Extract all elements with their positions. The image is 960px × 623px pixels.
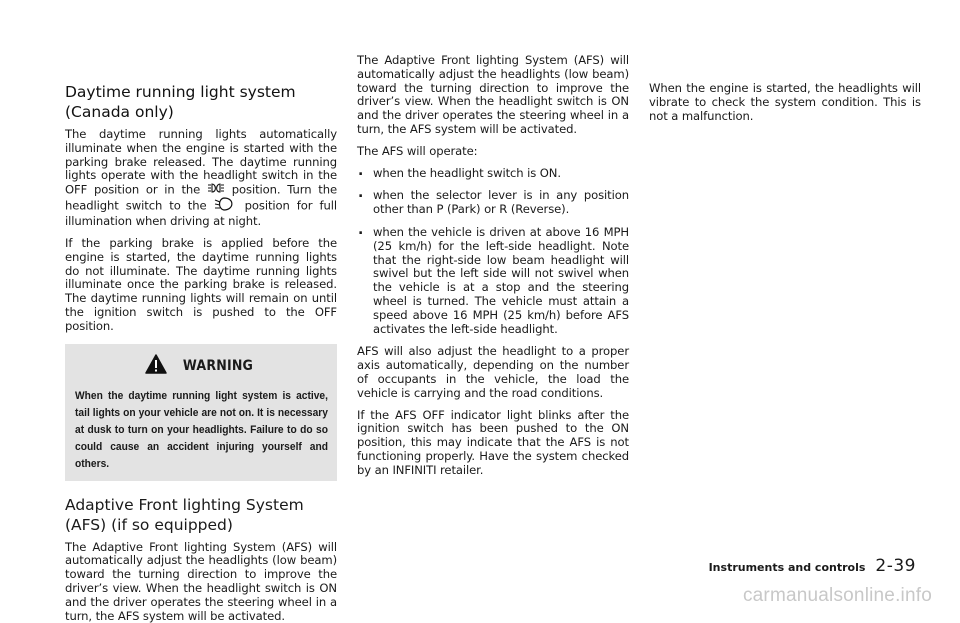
page-footer: [709, 556, 916, 576]
daytime-para-1-c: position for full illumination when driving at night.: [65, 198, 337, 229]
daytime-para-1: [65, 128, 337, 229]
afs-para-2: The AFS will operate:: [357, 143, 478, 158]
afs-para-1-text: The Adaptive Front lighting System (AFS) will automatically adjust the headlights (low beam) toward the turning direction to improve the driver’s view. When the headlight switch is ON and the driver operates the steering wheel in a turn, the AFS system will be activated.: [65, 539, 337, 623]
afs-para-1-start: [65, 539, 337, 623]
afs-para-5: When the engine is started, the headlights will vibrate to check the system condition. This is not a malfunction.: [649, 81, 921, 123]
warning-triangle-icon: [145, 354, 167, 378]
afs-para-1-cont-text: The Adaptive Front lighting System (AFS) will automatically adjust the headlights (low beam) toward the turning direction to improve the driver’s view. When the headlight switch is ON and the driver operates the steering wheel in a turn, the AFS system will be activated.: [357, 53, 629, 136]
afs-bullet-1: . when the headlight switch is ON.: [357, 167, 629, 181]
daytime-para-2: If the parking brake is applied before the engine is started, the daytime running lights do not illuminate. The daytime running lights illuminate once the parking brake is released. The daytime running lights will remain on until the ignition switch is pushed to the OFF position.: [65, 235, 337, 333]
column-2: [357, 53, 629, 486]
afs-bullet-2: . when the selector lever is in any position other than P (Park) or R (Reverse).: [357, 189, 629, 217]
daytime-para-1-b: position. Turn the headlight switch to the: [65, 182, 337, 213]
afs-bullet-list: [357, 167, 629, 337]
afs-para-3: AFS will also adjust the headlight to a proper axis automatically, depending on the number of occupants in the vehicle, the load the vehicle is carrying and the road conditions.: [357, 344, 629, 400]
daytime-para-1-a: The daytime running lights automatically illuminate when the engine is started with the parking brake released. The daytime running lights operate with the headlight switch in the OFF position or in the: [65, 127, 337, 197]
afs-para-1-continued: [357, 54, 629, 137]
warning-header: [75, 354, 327, 378]
page-number: 2-39: [875, 556, 916, 576]
warning-text: When the daytime running light system is active, tail lights on your vehicle are not on. It is necessary at dusk to turn on your headlights. Failure to do so could cause an accident injuring yourself and others.: [75, 389, 328, 470]
afs-heading: Adaptive Front lighting System (AFS) (if so equipped): [65, 495, 304, 534]
column-3: [649, 82, 921, 131]
watermark: carmanualsonline.info: [742, 585, 932, 606]
daytime-running-light-heading: Daytime running light system (Canada only): [65, 83, 296, 121]
parking-light-icon: [207, 183, 225, 197]
afs-bullet-3: . when the vehicle is driven at above 16 MPH (25 km/h) for the left-side headlight. Note that the right-side low beam headlight will swivel but the left side will not swivel when the vehicle is at a stop and the steering wheel is turned. The vehicle must attain a speed above 16 MPH (25 km/h) before AFS activates the left-side headlight.: [357, 226, 629, 336]
column-1: [65, 82, 337, 623]
warning-box: [65, 344, 337, 481]
warning-title: WARNING: [182, 357, 254, 374]
headlight-icon: [214, 197, 238, 215]
footer-section-title: Instruments and controls: [708, 561, 866, 574]
afs-para-4: If the AFS OFF indicator light blinks after the ignition switch has been pushed to the ON position, this may indicate that the AFS is not functioning properly. Have the system checked by an INFINITI retailer.: [357, 407, 629, 477]
